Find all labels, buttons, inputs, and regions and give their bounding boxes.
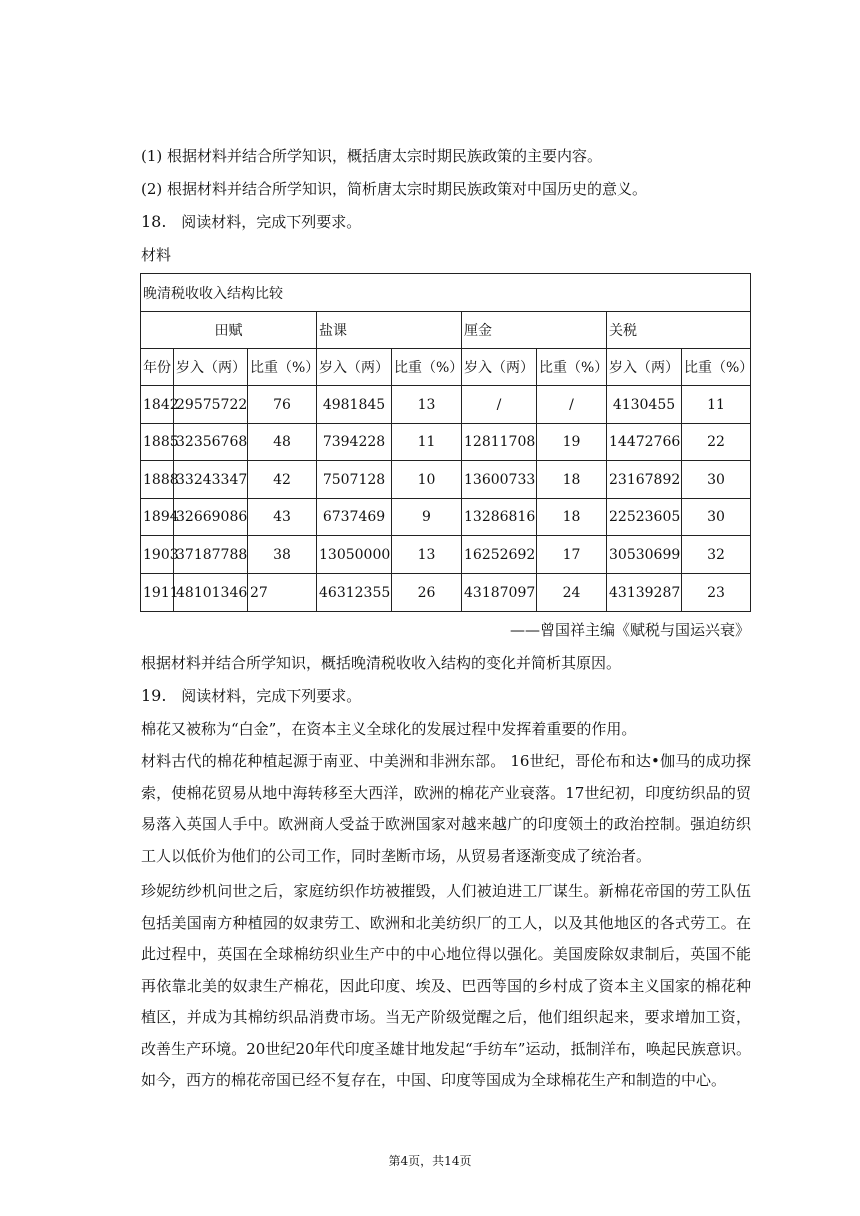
table-cell: 1911: [141, 574, 174, 612]
table-cell: 4130455: [607, 386, 682, 424]
material-paragraph-1: 材料古代的棉花种植起源于南亚、中美洲和非洲东部。 16世纪，哥伦布和达•伽马的成功探索，使棉花贸易从地中海转移至大西洋，欧洲的棉花产业衰落。17世纪初，印度纺织品的贸易落入英国人手中。欧洲商人受益于欧洲国家对越来越广的印度领土的政治控制。强迫纺织工人以低价为他们的公司工作，同时垄断市场，从贸易者逐渐变成了统治者。: [141, 752, 751, 865]
table-cell: 1885: [141, 424, 174, 461]
table-cell: 23167892: [607, 461, 682, 499]
question-number: 19.: [141, 686, 167, 705]
table-cell: 14472766: [607, 424, 682, 461]
table-cell: 17: [537, 536, 607, 574]
table-cell: 22: [682, 424, 751, 461]
table-cell: 32: [682, 536, 751, 574]
table-cell: 11: [392, 424, 462, 461]
table-cell: 29575722: [174, 386, 248, 424]
table-cell: 12811708: [462, 424, 537, 461]
table-cell: 4981845: [317, 386, 392, 424]
table-cell: 42: [248, 461, 317, 499]
table-cell: 9: [392, 499, 462, 536]
table-cell: 27: [248, 574, 317, 612]
question-prompt: 阅读材料，完成下列要求。: [181, 687, 362, 705]
table-cell: 32669086: [174, 499, 248, 536]
table-cell: 1894: [141, 499, 174, 536]
question-19-header: [141, 686, 361, 706]
table-row: [141, 574, 751, 612]
question-18-task: 根据材料并结合所学知识，概括晚清税收收入结构的变化并简析其原因。: [141, 654, 622, 672]
table-column-header: [141, 349, 751, 386]
table-cell: 48101346: [174, 574, 248, 612]
table-row: [141, 386, 751, 424]
table-row: [141, 461, 751, 499]
table-cell: 30: [682, 499, 751, 536]
group-lijin: 厘金: [462, 312, 607, 349]
table-cell: /: [462, 386, 537, 424]
page-footer: 第4页，共14页: [388, 1154, 472, 1168]
table-cell: 48: [248, 424, 317, 461]
tax-table: [140, 273, 754, 612]
question-18-header: [141, 212, 361, 232]
table-cell: 43139287: [607, 574, 682, 612]
table-cell: 11: [682, 386, 751, 424]
table-cell: 46312355: [317, 574, 392, 612]
question-17-1: (1) 根据材料并结合所学知识，概括唐太宗时期民族政策的主要内容。: [141, 147, 603, 165]
table-cell: 18: [537, 499, 607, 536]
table-cell: 13: [392, 386, 462, 424]
col-income: 岁入（两）: [174, 349, 248, 386]
col-year: 年份: [141, 349, 174, 386]
group-guanshui: 关税: [607, 312, 751, 349]
material-paragraph-2: 珍妮纺纱机问世之后，家庭纺织作坊被摧毁，人们被迫进工厂谋生。新棉花帝国的劳工队伍包括美国南方种植园的奴隶劳工、欧洲和北美纺织厂的工人，以及其他地区的各式劳工。在此过程中，英国在全球棉纺织业生产中的中心地位得以强化。美国废除奴隶制后，英国不能再依靠北美的奴隶生产棉花，因此印度、埃及、巴西等国的乡村成了资本主义国家的棉花种植区，并成为其棉纺织品消费市场。当无产阶级觉醒之后，他们组织起来，要求增加工资，改善生产环境。20世纪20年代印度圣雄甘地发起“手纺车”运动，抵制洋布，唤起民族意识。如今，西方的棉花帝国已经不复存在，中国、印度等国成为全球棉花生产和制造的中心。: [141, 882, 751, 1089]
table-cell: 76: [248, 386, 317, 424]
question-19-intro: 棉花又被称为“白金”，在资本主义全球化的发展过程中发挥着重要的作用。: [141, 720, 637, 738]
table-cell: 1903: [141, 536, 174, 574]
table-cell: 13286816: [462, 499, 537, 536]
col-ratio: 比重（%）: [537, 349, 607, 386]
table-cell: 38: [248, 536, 317, 574]
table-cell: 7394228: [317, 424, 392, 461]
col-ratio: 比重（%）: [248, 349, 317, 386]
table-cell: 22523605: [607, 499, 682, 536]
table-cell: 30530699: [607, 536, 682, 574]
table-cell: 26: [392, 574, 462, 612]
table-cell: 43: [248, 499, 317, 536]
table-cell: 6737469: [317, 499, 392, 536]
table-cell: 24: [537, 574, 607, 612]
col-ratio: 比重（%）: [392, 349, 462, 386]
col-income: 岁入（两）: [317, 349, 392, 386]
table-row: [141, 499, 751, 536]
material-label: 材料: [141, 246, 172, 264]
table-cell: 13600733: [462, 461, 537, 499]
table-title: 晚清税收收入结构比较: [141, 274, 751, 312]
table-cell: /: [537, 386, 607, 424]
table-cell: 1888: [141, 461, 174, 499]
table-cell: 13050000: [317, 536, 392, 574]
table-cell: 18: [537, 461, 607, 499]
table-row: [141, 536, 751, 574]
table-row: [141, 424, 751, 461]
col-income: 岁入（两）: [462, 349, 537, 386]
col-income: 岁入（两）: [607, 349, 682, 386]
table-cell: 33243347: [174, 461, 248, 499]
question-17-2: (2) 根据材料并结合所学知识，简析唐太宗时期民族政策对中国历史的意义。: [141, 180, 648, 198]
table-cell: 10: [392, 461, 462, 499]
table-cell: 32356768: [174, 424, 248, 461]
table-source: ——曾国祥主编《赋税与国运兴衰》: [509, 621, 750, 639]
table-cell: 19: [537, 424, 607, 461]
table-cell: 7507128: [317, 461, 392, 499]
table-cell: 13: [392, 536, 462, 574]
table-cell: 30: [682, 461, 751, 499]
table-cell: 43187097: [462, 574, 537, 612]
group-tianfu: 田赋: [141, 312, 317, 349]
question-prompt: 阅读材料，完成下列要求。: [181, 213, 362, 231]
question-number: 18.: [141, 212, 167, 231]
table-group-header: [141, 312, 751, 349]
group-yanke: 盐课: [317, 312, 462, 349]
col-ratio: 比重（%）: [682, 349, 751, 386]
table-cell: 1842: [141, 386, 174, 424]
table-cell: 37187788: [174, 536, 248, 574]
table-cell: 16252692: [462, 536, 537, 574]
table-cell: 23: [682, 574, 751, 612]
